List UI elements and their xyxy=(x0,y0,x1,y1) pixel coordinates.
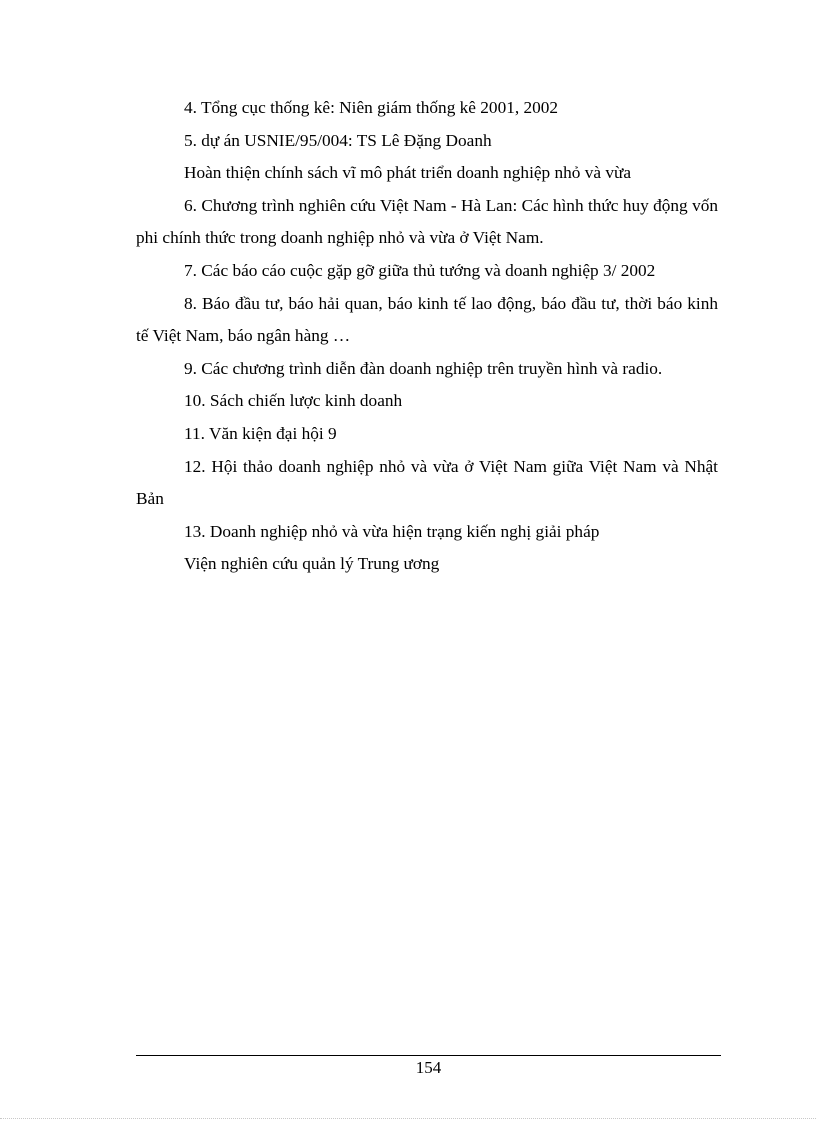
reference-item: 12. Hội thảo doanh nghiệp nhỏ và vừa ở Việt Nam giữa Việt Nam và Nhật Bản xyxy=(136,456,718,509)
reference-item: 7. Các báo cáo cuộc gặp gỡ giữa thủ tướng và doanh nghiệp 3/ 2002 xyxy=(184,260,656,280)
reference-item: 11. Văn kiện đại hội 9 xyxy=(184,423,337,443)
reference-item: Hoàn thiện chính sách vĩ mô phát triển doanh nghiệp nhỏ và vừa xyxy=(184,163,632,183)
reference-item: 5. dự án USNIE/95/004: TS Lê Đặng Doanh xyxy=(184,130,492,150)
page-number: 154 xyxy=(415,1058,442,1077)
reference-item: 6. Chương trình nghiên cứu Việt Nam - Hà Lan: Các hình thức huy động vốn phi chính thức trong doanh nghiệp nhỏ và vừa ở Việt Nam. xyxy=(136,195,718,248)
reference-item: Viện nghiên cứu quản lý Trung ương xyxy=(184,554,440,574)
reference-item: 9. Các chương trình diễn đàn doanh nghiệp trên truyền hình và radio. xyxy=(184,358,663,378)
reference-item: 8. Báo đầu tư, báo hải quan, báo kinh tế lao động, báo đầu tư, thời báo kinh tế Việt Nam, báo ngân hàng … xyxy=(136,293,718,346)
reference-list xyxy=(136,92,718,581)
page-edge-divider xyxy=(0,1118,816,1119)
footer-rule xyxy=(136,1055,721,1056)
reference-item: 4. Tổng cục thống kê: Niên giám thống kê 2001, 2002 xyxy=(184,98,559,117)
reference-item: 10. Sách chiến lược kinh doanh xyxy=(184,391,403,411)
reference-item: 13. Doanh nghiệp nhỏ và vừa hiện trạng kiến nghị giải pháp xyxy=(184,521,600,541)
